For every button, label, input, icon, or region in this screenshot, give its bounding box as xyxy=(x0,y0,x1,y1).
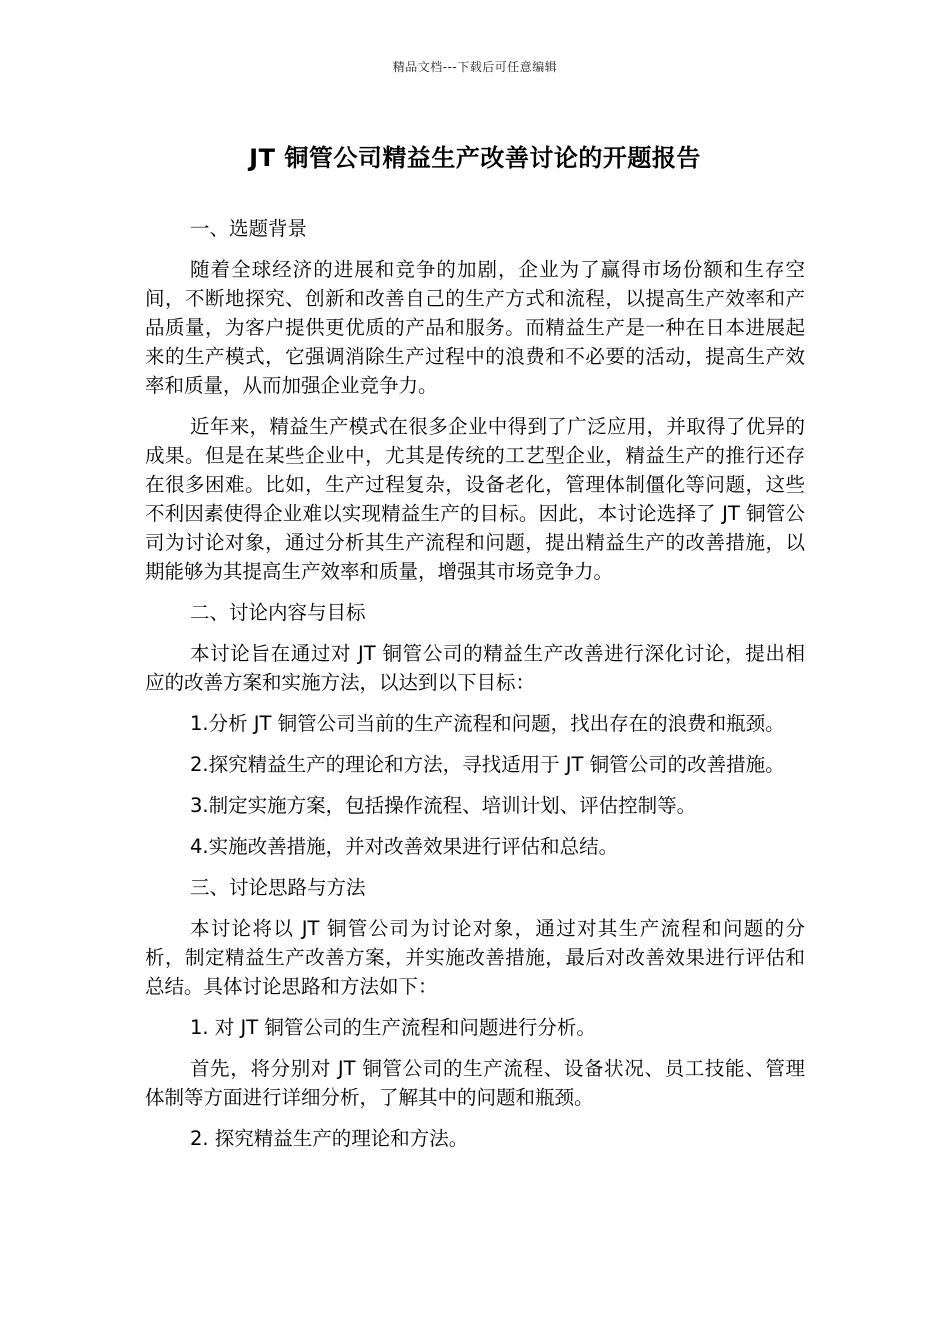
paragraph-approach-intro: 本讨论将以 JT 铜管公司为讨论对象，通过对其生产流程和问题的分析，制定精益生产改善方案，并实施改善措施，最后对改善效果进行评估和总结。具体讨论思路和方法如下： xyxy=(145,917,805,998)
section-heading-approach: 三、讨论思路与方法 xyxy=(190,876,366,899)
goal-item-4: 4.实施改善措施，并对改善效果进行评估和总结。 xyxy=(190,835,619,858)
paragraph-content-goals-intro: 本讨论旨在通过对 JT 铜管公司的精益生产改善进行深化讨论，提出相应的改善方案和实施方法，以达到以下目标： xyxy=(145,642,805,694)
approach-step-1: 1. 对 JT 铜管公司的生产流程和问题进行分析。 xyxy=(190,1016,596,1039)
paragraph-approach-step-1-detail: 首先，将分别对 JT 铜管公司的生产流程、设备状况、员工技能、管理体制等方面进行详细分析，了解其中的问题和瓶颈。 xyxy=(145,1057,805,1109)
paragraph-background-1: 随着全球经济的进展和竞争的加剧，企业为了赢得市场份额和生存空间，不断地探究、创新和改善自己的生产方式和流程，以提高生产效率和产品质量，为客户提供更优质的产品和服务。而精益生产是一种在日本进展起来的生产模式，它强调消除生产过程中的浪费和不必要的活动，提高生产效率和质量，从而加强企业竞争力。 xyxy=(145,258,805,397)
section-heading-background: 一、选题背景 xyxy=(190,217,308,240)
approach-step-2: 2. 探究精益生产的理论和方法。 xyxy=(190,1127,469,1150)
goal-item-2: 2.探究精益生产的理论和方法，寻找适用于 JT 铜管公司的改善措施。 xyxy=(190,753,785,776)
section-heading-content-goals: 二、讨论内容与目标 xyxy=(190,601,366,624)
paragraph-background-2: 近年来，精益生产模式在很多企业中得到了广泛应用，并取得了优异的成果。但是在某些企业中，尤其是传统的工艺型企业，精益生产的推行还存在很多困难。比如，生产过程复杂，设备老化，管理体制僵化等问题，这些不利因素使得企业难以实现精益生产的目标。因此，本讨论选择了 JT 铜管公司为讨论对象，通过分析其生产流程和问题，提出精益生产的改善措施，以期能够为其提高生产效率和质量，增强其市场竞争力。 xyxy=(145,415,805,583)
goal-item-3: 3.制定实施方案，包括操作流程、培训计划、评估控制等。 xyxy=(190,794,697,817)
document-title: JT 铜管公司精益生产改善讨论的开题报告 xyxy=(249,144,701,172)
goal-item-1: 1.分析 JT 铜管公司当前的生产流程和问题，找出存在的浪费和瓶颈。 xyxy=(190,712,785,735)
header-note: 精品文档---下载后可任意编辑 xyxy=(392,60,558,74)
document-body xyxy=(145,214,805,1165)
